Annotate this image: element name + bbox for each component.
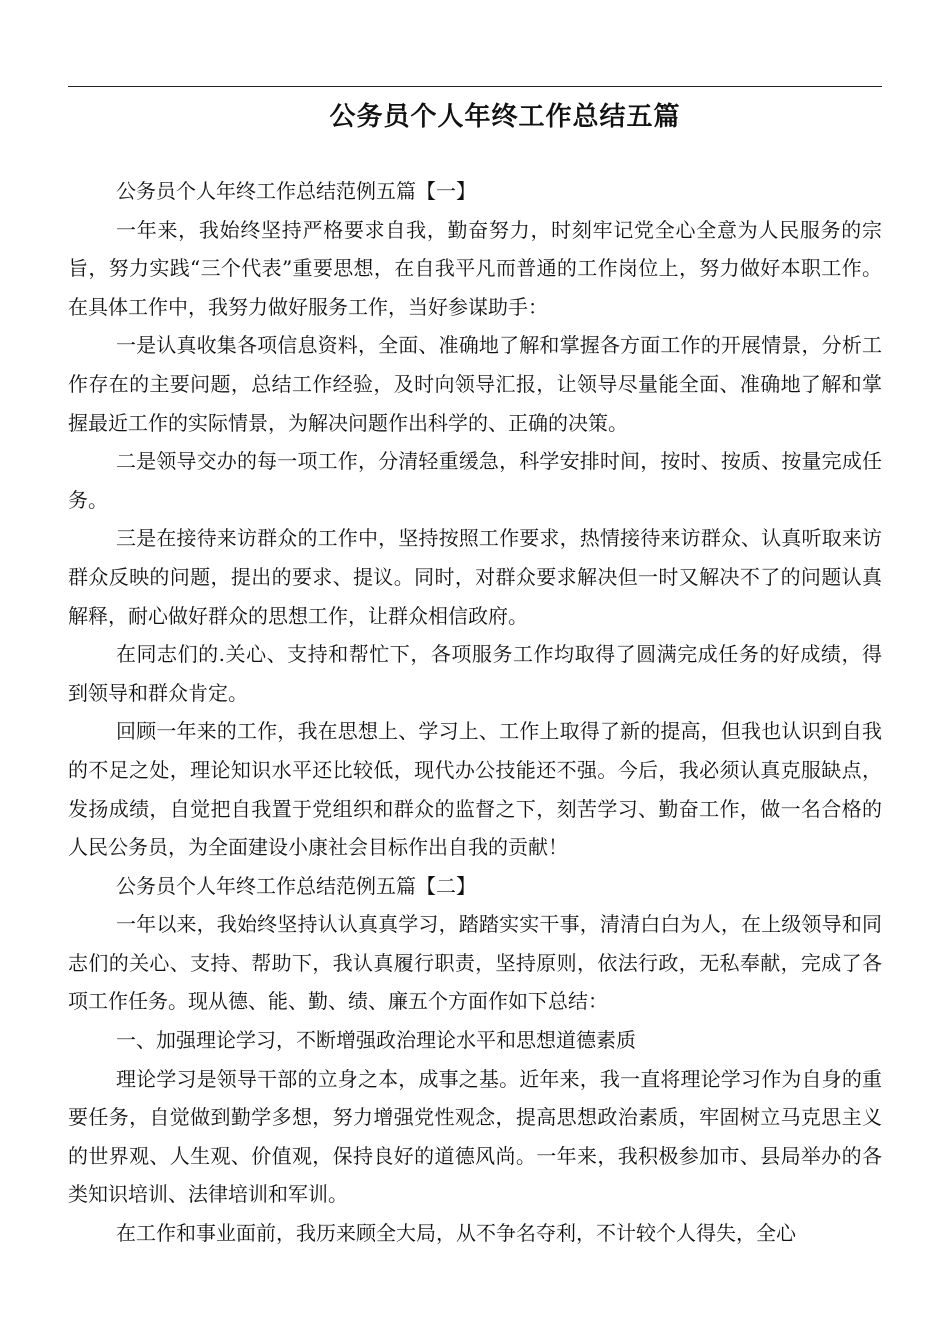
paragraph: 三是在接待来访群众的工作中，坚持按照工作要求，热情接待来访群众、认真听取来访群众反映的问题，提出的要求、提议。同时，对群众要求解决但一时又解决不了的问题认真解释，耐心做好群众的思想工作，让群众相信政府。 xyxy=(68,526,882,628)
header-rule xyxy=(68,86,882,87)
subsection-heading: 一、加强理论学习，不断增强政治理论水平和思想道德素质 xyxy=(116,1028,636,1053)
document-title: 公务员个人年终工作总结五篇 xyxy=(329,102,681,132)
paragraph: 二是领导交办的每一项工作，分清轻重缓急，科学安排时间，按时、按质、按量完成任务。 xyxy=(68,449,882,512)
section-heading-2: 公务员个人年终工作总结范例五篇【二】 xyxy=(116,873,476,898)
section-heading-1: 公务员个人年终工作总结范例五篇【一】 xyxy=(116,179,476,203)
paragraph: 一年以来，我始终坚持认认真真学习，踏踏实实干事，清清白白为人，在上级领导和同志们的关心、支持、帮助下，我认真履行职责，坚持原则，依法行政，无私奉献，完成了各项工作任务。现从德、能、勤、绩、廉五个方面作如下总结： xyxy=(68,912,882,1014)
paragraph: 理论学习是领导干部的立身之本，成事之基。近年来，我一直将理论学习作为自身的重要任务，自觉做到勤学多想，努力增强党性观念，提高思想政治素质，牢固树立马克思主义的世界观、人生观、价值观，保持良好的道德风尚。一年来，我积极参加市、县局举办的各类知识培训、法律培训和军训。 xyxy=(68,1066,882,1207)
paragraph: 在同志们的.关心、支持和帮忙下，各项服务工作均取得了圆满完成任务的好成绩，得到领导和群众肯定。 xyxy=(68,642,882,705)
paragraph: 在工作和事业面前，我历来顾全大局，从不争名夺利，不计较个人得失，全心 xyxy=(116,1221,796,1246)
paragraph: 回顾一年来的工作，我在思想上、学习上、工作上取得了新的提高，但我也认识到自我的不足之处，理论知识水平还比较低，现代办公技能还不强。今后，我必须认真克服缺点，发扬成绩，自觉把自我置于党组织和群众的监督之下，刻苦学习、勤奋工作，做一名合格的人民公务员，为全面建设小康社会目标作出自我的贡献！ xyxy=(68,719,882,860)
document-body xyxy=(68,172,882,1253)
paragraph: 一是认真收集各项信息资料，全面、准确地了解和掌握各方面工作的开展情景，分析工作存在的主要问题，总结工作经验，及时向领导汇报，让领导尽量能全面、准确地了解和掌握最近工作的实际情景，为解决问题作出科学的、正确的决策。 xyxy=(68,333,882,435)
paragraph: 一年来，我始终坚持严格要求自我，勤奋努力，时刻牢记党全心全意为人民服务的宗旨，努力实践“三个代表”重要思想，在自我平凡而普通的工作岗位上，努力做好本职工作。在具体工作中，我努力做好服务工作，当好参谋助手： xyxy=(68,217,882,319)
